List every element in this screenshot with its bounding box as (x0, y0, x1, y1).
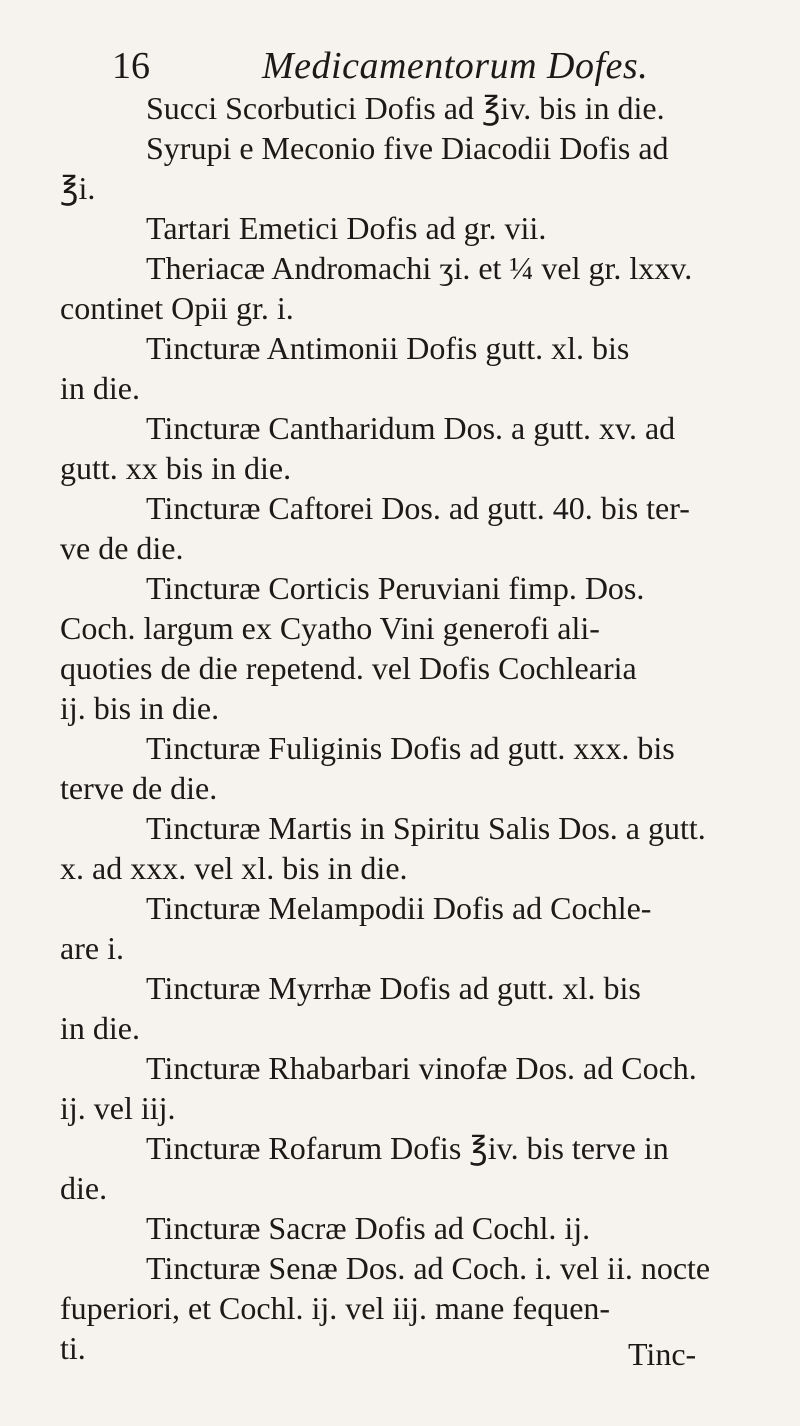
entry (60, 328, 740, 408)
entry-line: in die. (60, 1010, 140, 1046)
entry-line: Tincturæ Melampodii Dofis ad Cochle- (146, 890, 652, 926)
entry-line: Tartari Emetici Dofis ad gr. vii. (146, 210, 547, 246)
entry (60, 1048, 740, 1128)
entry-line: Tincturæ Caftorei Dos. ad gutt. 40. bis ter- (146, 490, 690, 526)
entry-line: ti. (60, 1330, 86, 1366)
entry-line: Tincturæ Rofarum Dofis ℥iv. bis terve in (146, 1130, 669, 1166)
entry (60, 128, 740, 208)
entry-line: die. (60, 1170, 108, 1206)
body-text (60, 88, 740, 1368)
entry-line: Tincturæ Myrrhæ Dofis ad gutt. xl. bis (146, 970, 641, 1006)
entry-line: Tincturæ Antimonii Dofis gutt. xl. bis (146, 330, 630, 366)
entry-line: in die. (60, 370, 140, 406)
entry-line: Tincturæ Senæ Dos. ad Coch. i. vel ii. nocte (146, 1250, 711, 1286)
entry-line: Coch. largum ex Cyatho Vini generofi ali- (60, 610, 600, 646)
entry (60, 728, 740, 808)
entry-line: ij. vel iij. (60, 1090, 176, 1126)
entry-line: Tincturæ Martis in Spiritu Salis Dos. a gutt. (146, 810, 706, 846)
entry-line: Tincturæ Corticis Peruviani fimp. Dos. (146, 570, 645, 606)
entry (60, 968, 740, 1048)
entry (60, 808, 740, 888)
entry-line: Syrupi e Meconio five Diacodii Dofis ad (146, 130, 669, 166)
page-number: 16 (112, 45, 150, 87)
entry (60, 1208, 740, 1248)
entry-line: quoties de die repetend. vel Dofis Cochlearia (60, 650, 637, 686)
entry-line: x. ad xxx. vel xl. bis in die. (60, 850, 408, 886)
entry-line: gutt. xx bis in die. (60, 450, 292, 486)
entry-line: Theriacæ Andromachi ʒi. et ¼ vel gr. lxxv. (146, 250, 693, 286)
entry-line: Succi Scorbutici Dofis ad ℥iv. bis in die. (146, 90, 665, 126)
entry (60, 408, 740, 488)
entry-line: continet Opii gr. i. (60, 290, 294, 326)
entry (60, 248, 740, 328)
entry (60, 208, 740, 248)
entry-line: ve de die. (60, 530, 184, 566)
entry-line: Tincturæ Fuliginis Dofis ad gutt. xxx. bis (146, 730, 675, 766)
entry (60, 488, 740, 568)
entry-line: Tincturæ Rhabarbari vinofæ Dos. ad Coch. (146, 1050, 697, 1086)
entry-line: ℥i. (60, 170, 96, 206)
entry (60, 888, 740, 968)
entry-line: ij. bis in die. (60, 690, 220, 726)
entry-line: fuperiori, et Cochl. ij. vel iij. mane fequen- (60, 1290, 611, 1326)
entry-line: Tincturæ Cantharidum Dos. a gutt. xv. ad (146, 410, 676, 446)
entry (60, 568, 740, 728)
page-header (112, 38, 752, 94)
entry-line: are i. (60, 930, 124, 966)
entry-line: terve de die. (60, 770, 218, 806)
entry (60, 88, 740, 128)
entry-line: Tincturæ Sacræ Dofis ad Cochl. ij. (146, 1210, 591, 1246)
running-title: Medicamentorum Dofes. (262, 45, 649, 87)
catchword: Tinc- (628, 1336, 697, 1372)
entry (60, 1128, 740, 1208)
